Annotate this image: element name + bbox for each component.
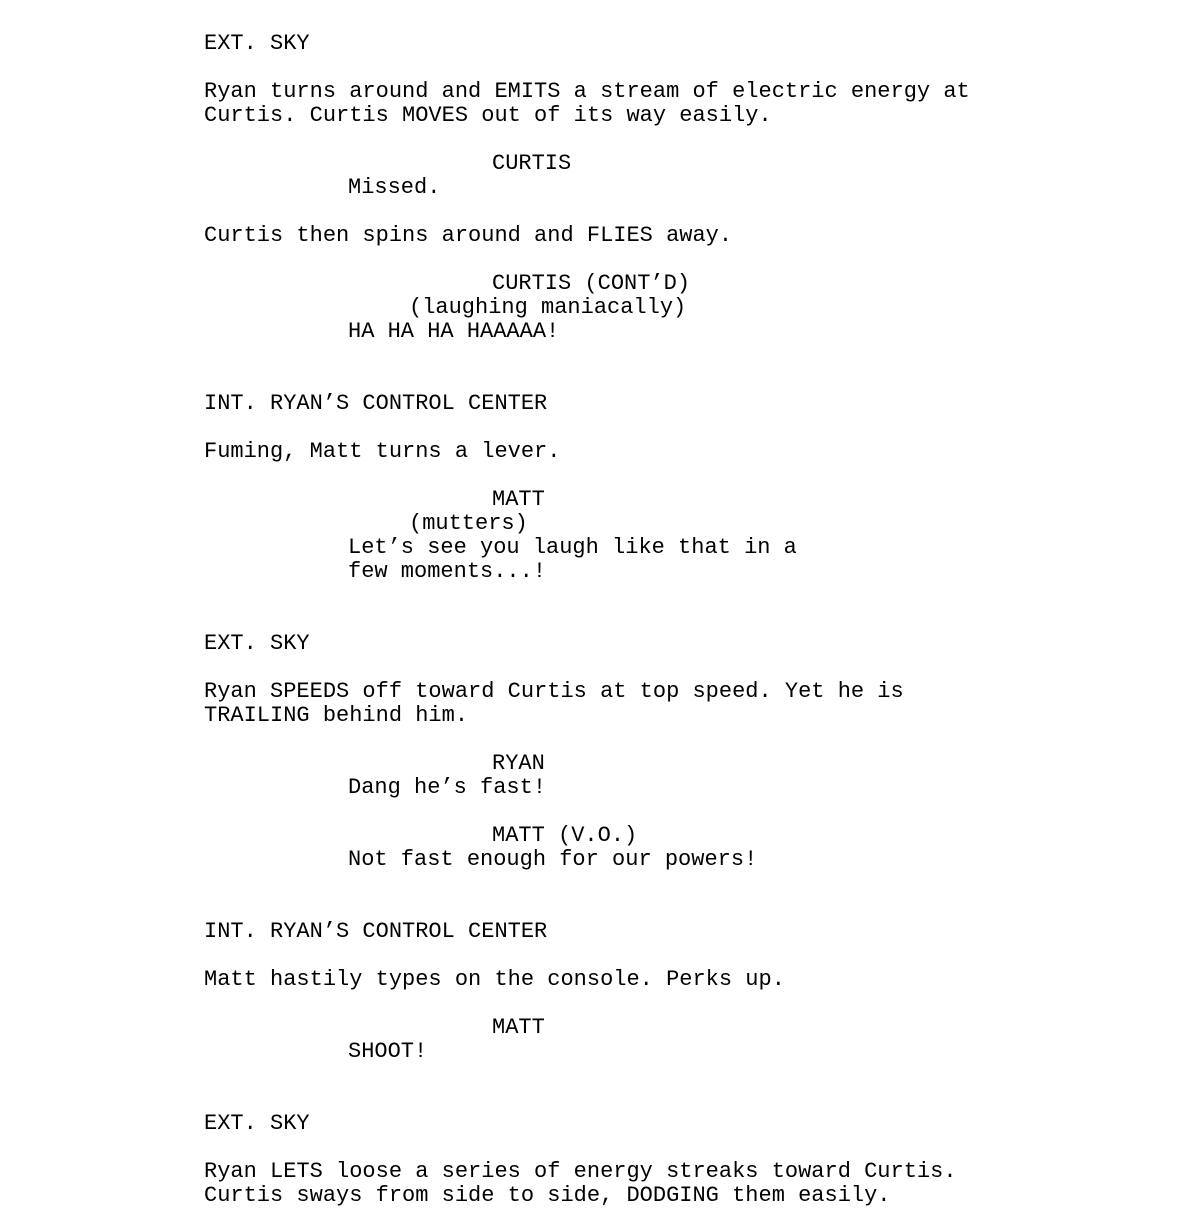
- dialogue-line: Let’s see you laugh like that in a: [348, 535, 797, 560]
- character-name: MATT: [492, 487, 545, 512]
- parenthetical: (laughing maniacally): [409, 295, 687, 320]
- action-line: Ryan turns around and EMITS a stream of electric energy at: [204, 79, 970, 104]
- scene-heading: INT. RYAN’S CONTROL CENTER: [204, 919, 548, 944]
- character-name: CURTIS (CONT’D): [492, 271, 691, 296]
- scene-heading: EXT. SKY: [204, 631, 310, 656]
- dialogue-line: Not fast enough for our powers!: [348, 847, 758, 872]
- dialogue-line: HA HA HA HAAAAA!: [348, 319, 560, 344]
- scene-heading: EXT. SKY: [204, 1111, 310, 1136]
- parenthetical: (mutters): [409, 511, 528, 536]
- dialogue-line: Missed.: [348, 175, 441, 200]
- character-name: CURTIS: [492, 151, 572, 176]
- dialogue-line: SHOOT!: [348, 1039, 428, 1064]
- action-line: Curtis sways from side to side, DODGING them easily.: [204, 1183, 891, 1208]
- character-name: RYAN: [492, 751, 545, 776]
- action-line: Ryan SPEEDS off toward Curtis at top speed. Yet he is: [204, 679, 904, 704]
- scene-heading: INT. RYAN’S CONTROL CENTER: [204, 391, 548, 416]
- character-name: MATT (V.O.): [492, 823, 638, 848]
- action-line: Curtis. Curtis MOVES out of its way easily.: [204, 103, 772, 128]
- action-line: TRAILING behind him.: [204, 703, 469, 728]
- scene-heading: EXT. SKY: [204, 31, 310, 56]
- action-line: Ryan LETS loose a series of energy streaks toward Curtis.: [204, 1159, 957, 1184]
- dialogue-line: few moments...!: [348, 559, 547, 584]
- action-line: Curtis then spins around and FLIES away.: [204, 223, 733, 248]
- action-line: Fuming, Matt turns a lever.: [204, 439, 561, 464]
- action-line: Matt hastily types on the console. Perks up.: [204, 967, 785, 992]
- dialogue-line: Dang he’s fast!: [348, 775, 547, 800]
- character-name: MATT: [492, 1015, 545, 1040]
